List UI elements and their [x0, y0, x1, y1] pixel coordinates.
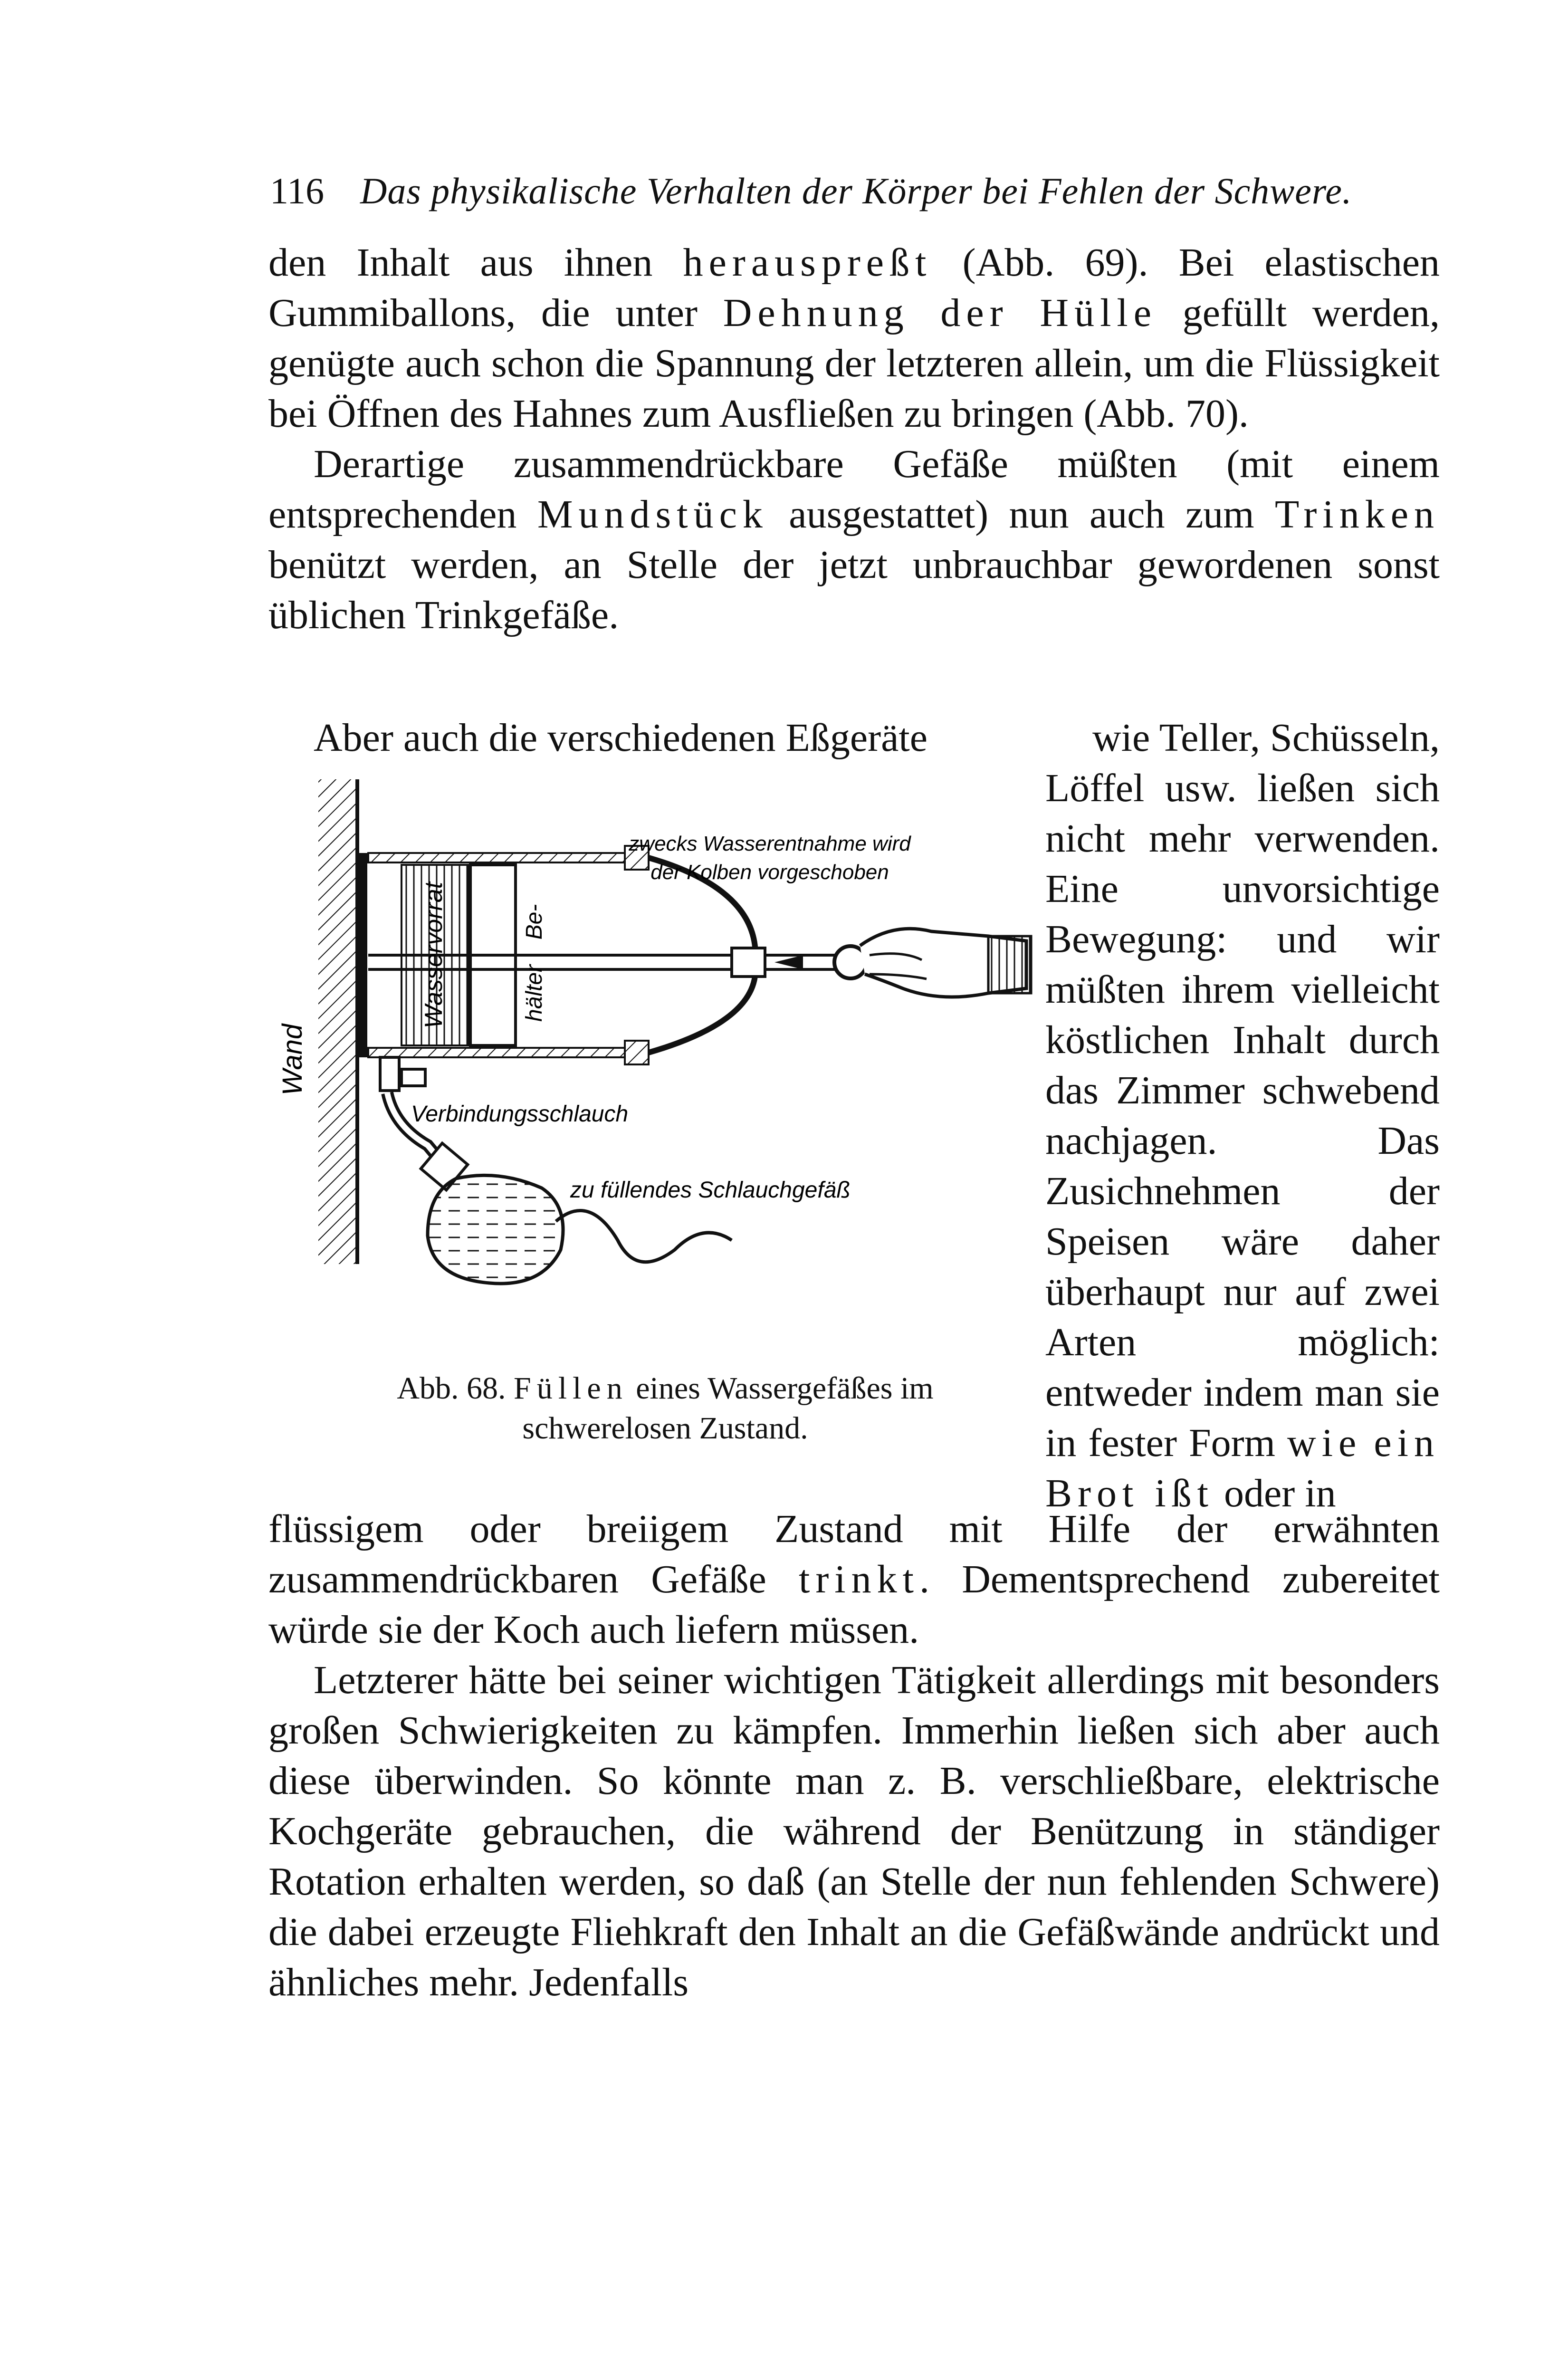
p3-spaced-brot: ein Brot ißt — [1045, 1421, 1440, 1515]
figure-caption — [333, 1369, 998, 1449]
running-title: Das physikalische Verhalten der Körper bei Fehlen der Schwere. — [360, 170, 1352, 211]
p2-text-c: ausgestattet) nun auch zum — [768, 492, 1275, 537]
p3-bottom-a: flüssigem oder breiigem Zustand mit Hilfe der erwähnten zusammendrückbaren Gefäße — [268, 1507, 1440, 1601]
p2-text-e: benützt werden, an Stelle der jetzt unbrauchbar gewordenen sonst üblichen Trinkgefäße. — [268, 543, 1440, 637]
page-number: 116 — [270, 170, 325, 211]
label-be: Be- — [522, 904, 547, 940]
text-block-top — [268, 238, 1440, 718]
p3-spaced-trinkt: trinkt — [798, 1557, 919, 1601]
caption-line-1 — [333, 1369, 998, 1408]
p3-bottom — [268, 1504, 1440, 1655]
caption-spaced-fuellen: Füllen — [514, 1371, 628, 1406]
p2-spaced-trinken: Trinken — [1275, 492, 1440, 537]
p1-text-c: (Abb. 69). Bei elastischen Gummiballons, die unter — [268, 240, 1440, 335]
paragraph-2 — [268, 439, 1440, 641]
paragraph-4: Letzterer hätte bei seiner wichtigen Tätigkeit allerdings mit besonders großen Schwierigkeiten zu kämpfen. Immerhin ließen sich aber auch diese überwinden. So könnte man z. B. verschließbare, elektrische Kochgeräte gebrauchen, die während der Benützung in ständiger Rotation erhalten werden, so daß (an Stelle der nun fehlenden Schwere) die dabei erzeugte Fliehkraft den Inhalt an die Gefäßwände andrückt und ähnliches mehr. Jedenfalls — [268, 1658, 1440, 2004]
p1-spaced-dehnung: Dehnung der Hülle — [723, 291, 1157, 335]
p3-side-end: oder in — [1214, 1471, 1336, 1515]
caption-abb: Abb. 68. — [397, 1371, 514, 1406]
wall — [318, 779, 357, 1264]
p3-side-paragraph — [1045, 763, 1440, 1519]
p3-side-first-line: wie Teller, Schüsseln, — [1092, 716, 1440, 760]
p1-spaced-herauspresst: herauspreßt — [683, 240, 932, 285]
label-haelter: hälter — [522, 964, 547, 1022]
text-block-bottom — [268, 1504, 1440, 2027]
paragraph-1 — [268, 238, 1440, 439]
caption-text: eines Wassergefäßes im — [628, 1371, 934, 1406]
p3-spaced-wie: wie — [1287, 1421, 1362, 1465]
figure-68 — [276, 765, 1045, 1397]
p3-side-text: Löffel usw. ließen sich nicht mehr verwenden. Eine unvorsichtige Bewegung: und wir müßten ihrem vielleicht köstlichen Inhalt durch das Zimmer schwebend nachjagen. Das Zusichnehmen der Speisen wäre daher überhaupt nur auf zwei Arten möglich: entweder indem man sie in fester Form — [1045, 766, 1440, 1465]
label-schlauchgefaess: zu füllendes Schlauchgefäß — [570, 1178, 851, 1203]
label-verbindungsschlauch: Verbindungsschlauch — [411, 1102, 629, 1127]
piston-apparatus-illustration — [276, 765, 1045, 1397]
label-wand: Wand — [277, 1024, 308, 1096]
p2-spaced-mundstueck: Mundstück — [537, 492, 768, 537]
p2-text-a: Derartige zusammendrückbare Gefäße müßten (mit einem entsprechenden — [268, 442, 1440, 537]
label-wasservorrat: Wasservorrat — [420, 881, 448, 1029]
p3-bottom-c: . Dementsprechend zubereitet würde sie der Koch auch liefern müssen. — [268, 1557, 1440, 1652]
hand-illustration — [860, 929, 1031, 997]
label-kolben-line2: der Kolben vorgeschoben — [650, 861, 889, 884]
running-header — [270, 164, 1444, 221]
label-kolben-line1: zwecks Wasserentnahme wird — [629, 832, 911, 855]
paragraph-3-start — [268, 713, 1048, 765]
p1-text-e: gefüllt werden, genügte auch schon die Spannung der letzteren allein, um die Flüssigkeit bei Öffnen des Hahnes zum Ausfließen zu bringen (Abb. 70). — [268, 291, 1440, 436]
caption-line-2: schwerelosen Zustand. — [522, 1411, 808, 1446]
side-column-text — [1045, 713, 1440, 1515]
p1-text-a: den Inhalt aus ihnen — [268, 240, 683, 285]
p3-start-text: Aber auch die verschiedenen Eßgeräte — [314, 716, 927, 760]
